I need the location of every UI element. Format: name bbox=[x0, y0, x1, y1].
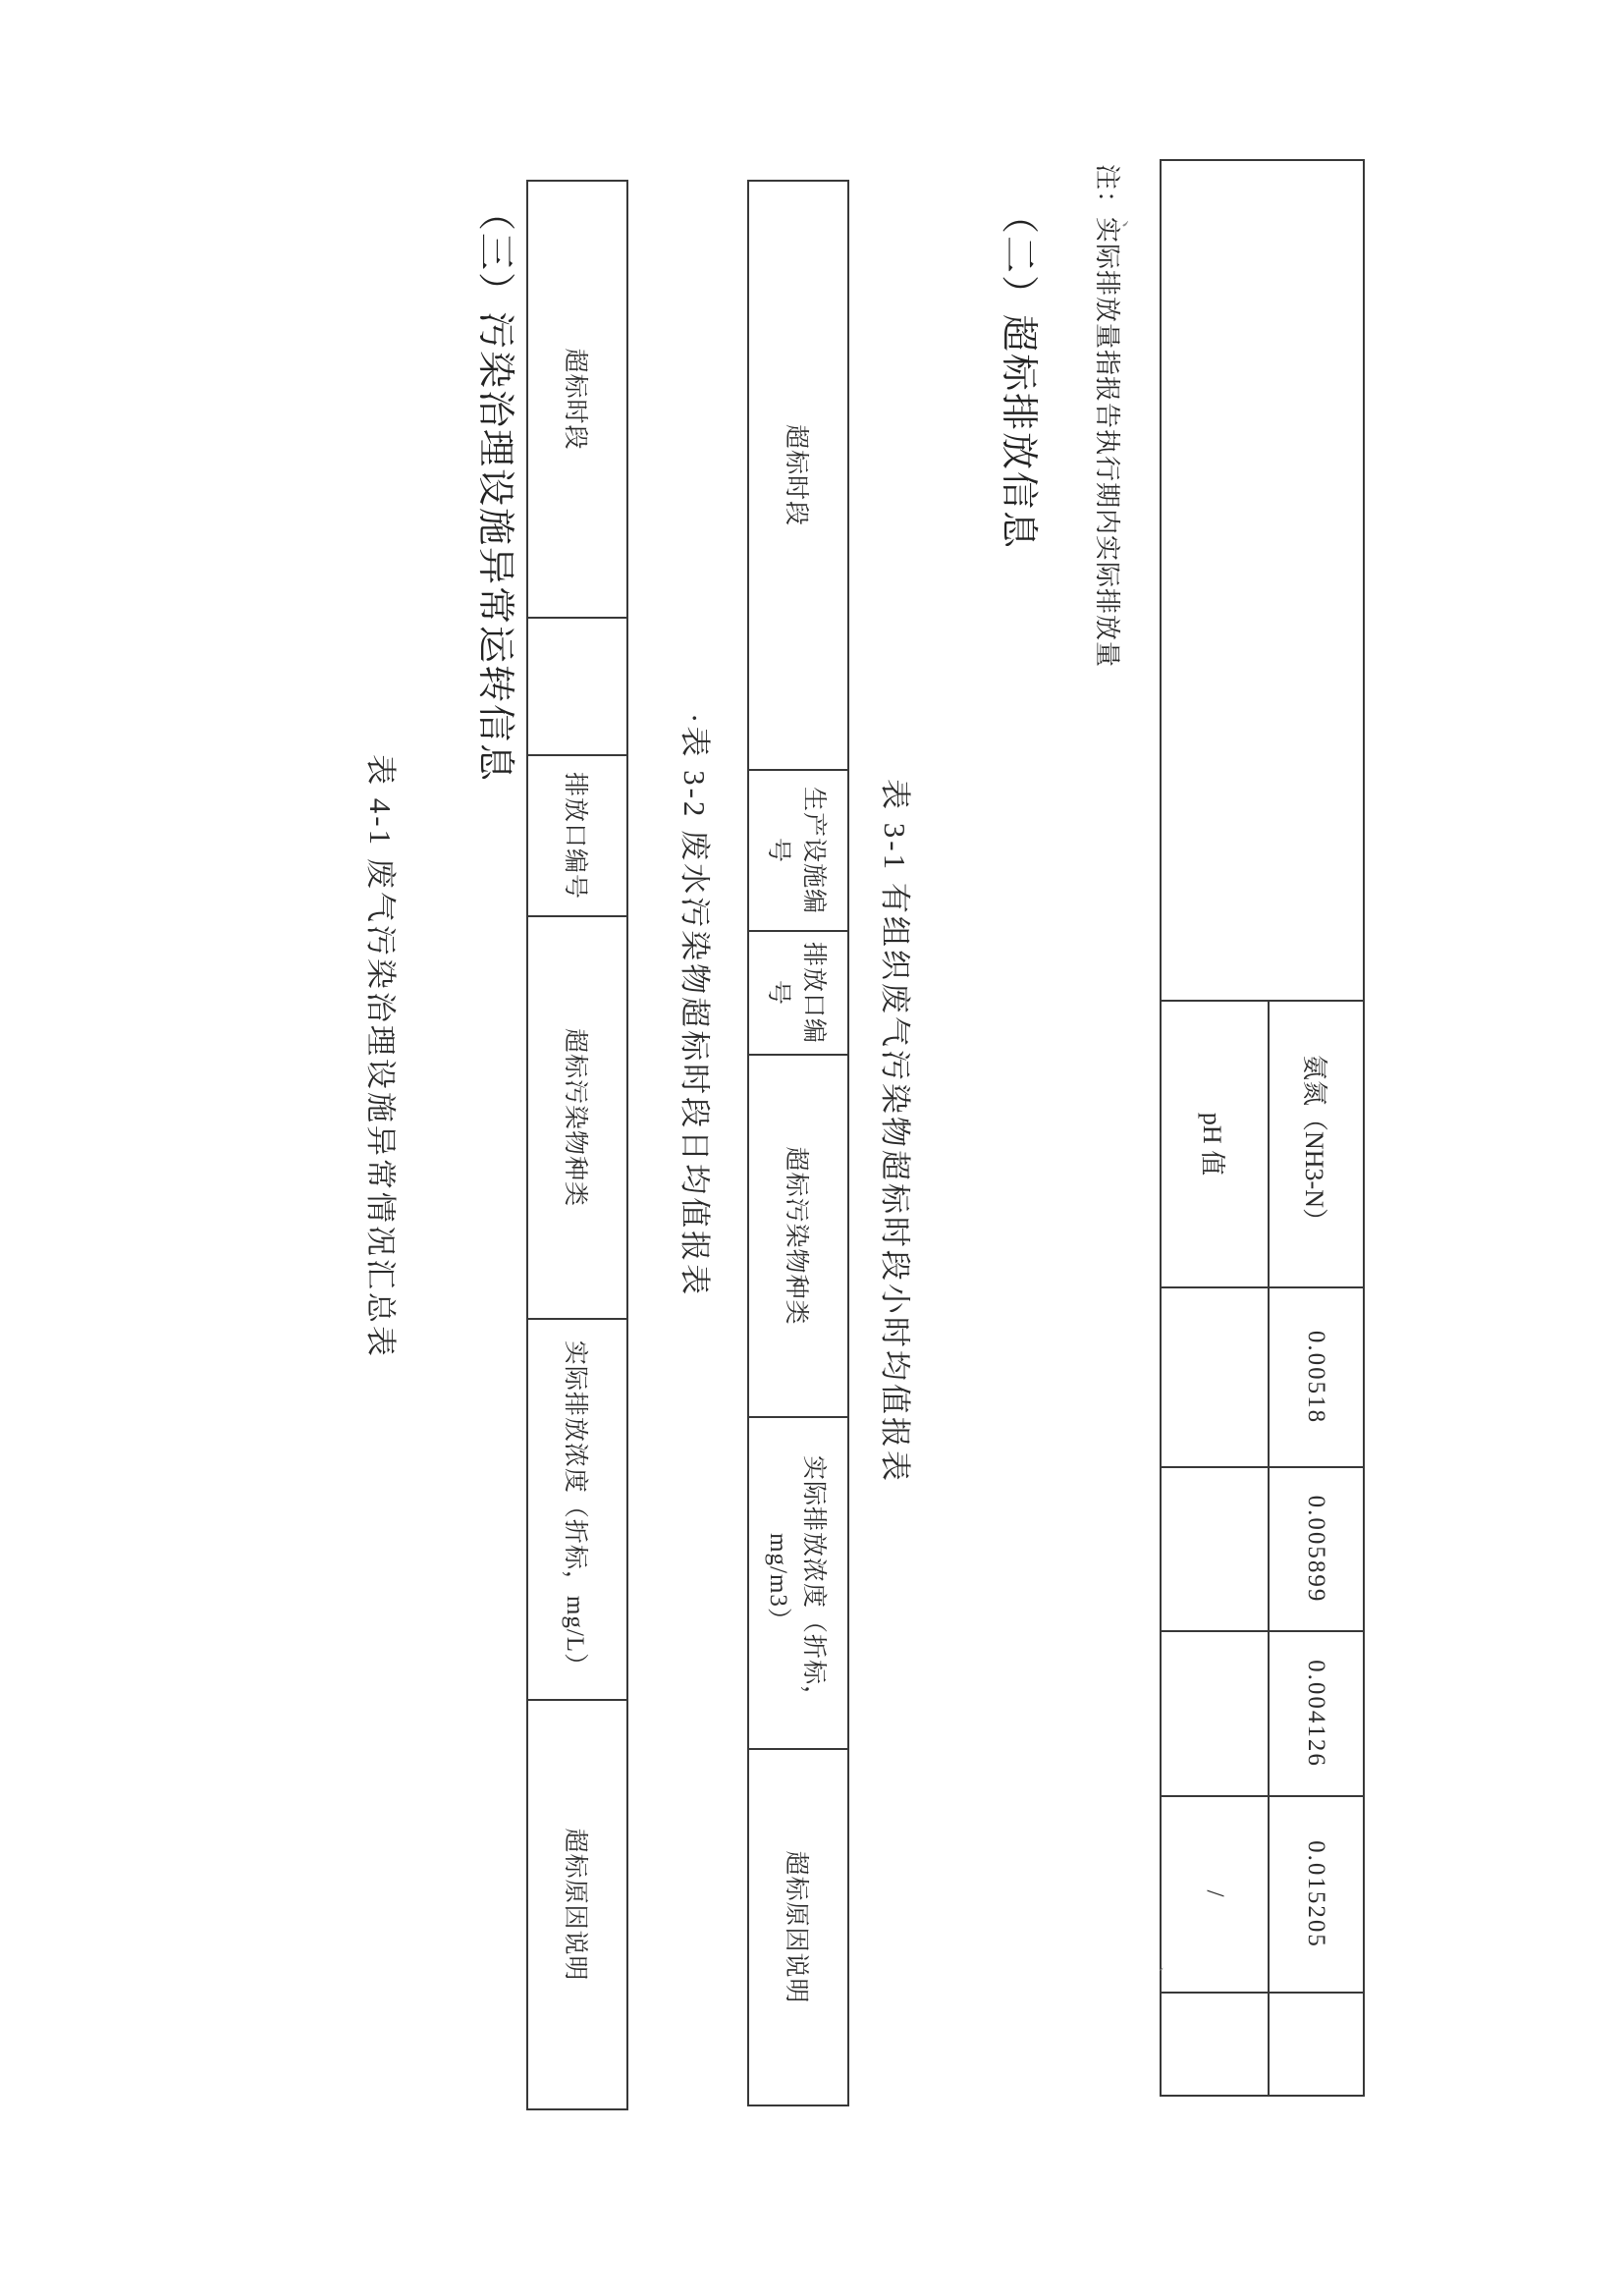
value-cell bbox=[1161, 1993, 1269, 2096]
value-cell: 0.004126 bbox=[1269, 1631, 1364, 1796]
value-cell bbox=[1161, 1287, 1269, 1467]
header-cell: 排放口编号 bbox=[748, 931, 848, 1055]
header-cell: 超标时段 bbox=[748, 181, 848, 770]
header-cell: 排放口编号 bbox=[527, 755, 627, 916]
header-cell: 实际排放浓度（折标，mg/m3） bbox=[748, 1417, 848, 1749]
scan-artifact-mark: ˎ bbox=[1159, 1966, 1180, 1977]
value-cell bbox=[1161, 1467, 1269, 1631]
section-heading-2: （二）超标排放信息 bbox=[998, 196, 1039, 551]
table-3-1-title: 表 3-1 有组织废气污染物超标时段小时均值报表 bbox=[878, 779, 912, 1484]
table-row bbox=[527, 181, 627, 2109]
header-cell bbox=[527, 618, 627, 755]
header-cell: 实际排放浓度（折标，mg/L） bbox=[527, 1319, 627, 1700]
section-heading-3: （三）污染治理设施异常运转信息 bbox=[474, 193, 515, 784]
merged-empty-cell bbox=[1161, 160, 1364, 1001]
value-cell: / bbox=[1161, 1796, 1269, 1993]
table-row bbox=[1269, 160, 1364, 2096]
value-cell: 0.005899 bbox=[1269, 1467, 1364, 1631]
value-cell: 0.015205 bbox=[1269, 1796, 1364, 1993]
header-cell: 生产设施编号 bbox=[748, 770, 848, 931]
header-cell: 超标污染物种类 bbox=[527, 916, 627, 1319]
table-4-1-title: 表 4-1 废气污染治理设施异常情况汇总表 bbox=[363, 754, 398, 1359]
header-cell: 超标时段 bbox=[527, 181, 627, 618]
value-cell bbox=[1161, 1631, 1269, 1796]
actual-emission-table bbox=[1160, 159, 1365, 2097]
table-footnote: 注：实际排放量指报告执行期内实际排放量 bbox=[1093, 164, 1121, 669]
value-cell: 0.00518 bbox=[1269, 1287, 1364, 1467]
table-3-1-header-row bbox=[747, 180, 849, 2106]
header-cell: 超标原因说明 bbox=[748, 1749, 848, 2105]
table-3-2-title: ·表 3-2 废水污染物超标时段日均值报表 bbox=[677, 713, 712, 1298]
pollutant-label-cell: 氨氮（NH3-N） bbox=[1269, 1001, 1364, 1287]
scan-artifact-mark: 、 bbox=[1119, 220, 1144, 243]
table-row bbox=[748, 181, 848, 2105]
header-cell: 超标污染物种类 bbox=[748, 1055, 848, 1417]
table-3-2-header-row bbox=[526, 180, 628, 2110]
header-cell: 超标原因说明 bbox=[527, 1700, 627, 2109]
pollutant-label-cell: pH 值 bbox=[1161, 1001, 1269, 1287]
value-cell bbox=[1269, 1993, 1364, 2096]
